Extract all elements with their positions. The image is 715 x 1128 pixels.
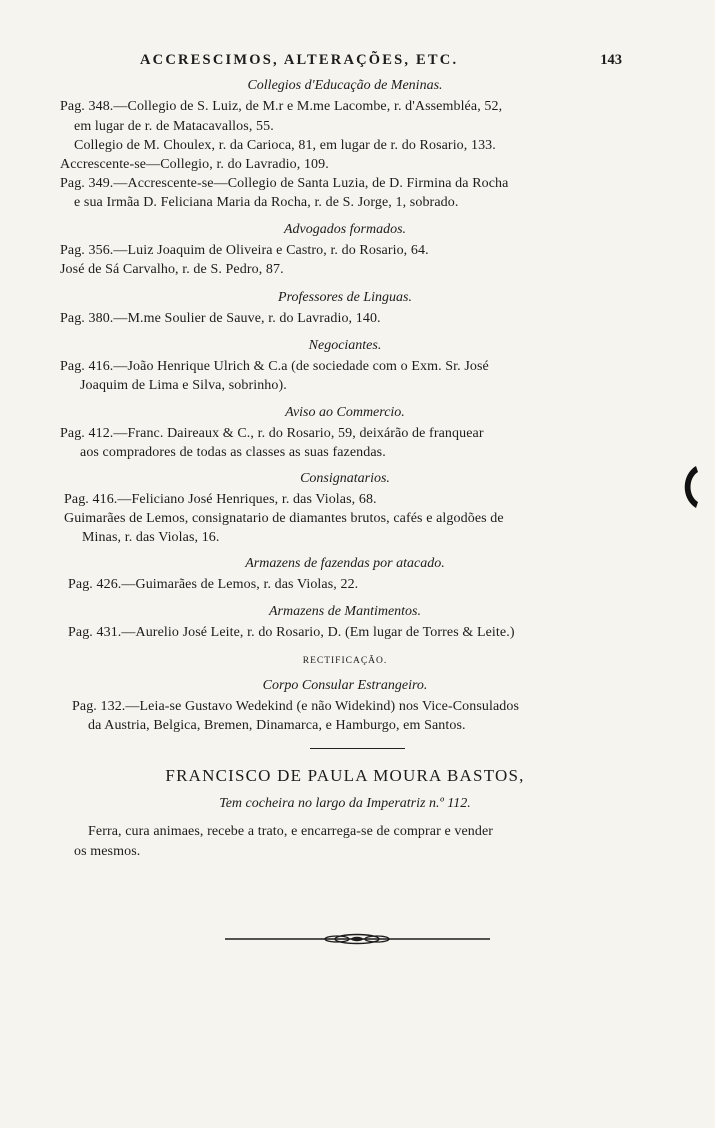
entry-line: Minas, r. das Violas, 16. (82, 530, 220, 545)
entry-line: Pag. 380.—M.me Soulier de Sauve, r. do Lavradio, 140. (60, 311, 381, 326)
section-heading-negociantes: Negociantes. (308, 338, 382, 353)
section-heading-collegios: Collegios d'Educação de Meninas. (247, 78, 443, 93)
ad-text-line: os mesmos. (74, 844, 141, 859)
entry-line: Pag. 416.—Feliciano José Henriques, r. das Violas, 68. (64, 492, 377, 507)
section-heading-aviso: Aviso ao Commercio. (285, 405, 405, 420)
entry-line: Pag. 426.—Guimarães de Lemos, r. das Violas, 22. (68, 577, 359, 592)
ornamental-divider (225, 930, 490, 948)
entry-line: Pag. 416.—João Henrique Ulrich & C.a (de sociedade com o Exm. Sr. José (60, 359, 489, 374)
section-heading-professores: Professores de Linguas. (278, 290, 412, 305)
entry-line: e sua Irmãa D. Feliciana Maria da Rocha, r. de S. Jorge, 1, sobrado. (74, 195, 459, 210)
entry-line: Guimarães de Lemos, consignatario de diamantes brutos, cafés e algodões de (64, 511, 504, 526)
page-number: 143 (600, 52, 622, 68)
entry-line: em lugar de r. de Matacavallos, 55. (74, 119, 274, 134)
entry-line: José de Sá Carvalho, r. de S. Pedro, 87. (60, 262, 284, 277)
section-heading-armazens-mantimentos: Armazens de Mantimentos. (268, 604, 422, 619)
entry-line: Joaquim de Lima e Silva, sobrinho). (80, 378, 287, 393)
entry-line: Pag. 431.—Aurelio José Leite, r. do Rosario, D. (Em lugar de Torres & Leite.) (68, 625, 515, 640)
margin-mark (676, 462, 700, 512)
section-heading-corpo-consular: Corpo Consular Estrangeiro. (262, 678, 428, 693)
section-heading-armazens-fazendas: Armazens de fazendas por atacado. (245, 556, 445, 571)
entry-line: Pag. 356.—Luiz Joaquim de Oliveira e Castro, r. do Rosario, 64. (60, 243, 429, 258)
ad-text-line: Ferra, cura animaes, recebe a trato, e encarrega-se de comprar e vender (88, 824, 494, 839)
rectificacao-label: RECTIFICAÇÃO. (302, 656, 388, 666)
entry-line: Collegio de M. Choulex, r. da Carioca, 81, em lugar de r. do Rosario, 133. (74, 138, 496, 153)
entry-line: da Austria, Belgica, Bremen, Dinamarca, e Hamburgo, em Santos. (88, 718, 466, 733)
section-heading-advogados: Advogados formados. (283, 222, 407, 237)
entry-line: aos compradores de todas as classes as suas fazendas. (80, 445, 386, 460)
page-header (60, 52, 630, 72)
entry-line: Pag. 132.—Leia-se Gustavo Wedekind (e não Widekind) nos Vice-Consulados (72, 699, 520, 714)
entry-line: Pag. 348.—Collegio de S. Luiz, de M.r e M.me Lacombe, r. d'Assembléa, 52, (60, 99, 503, 114)
entry-line: Pag. 349.—Accrescente-se—Collegio de Santa Luzia, de D. Firmina da Rocha (60, 176, 509, 191)
entry-line: Pag. 412.—Franc. Daireaux & C., r. do Rosario, 59, deixárão de franquear (60, 426, 484, 441)
advertiser-address: Tem cocheira no largo da Imperatriz n.º 112. (219, 796, 471, 811)
entry-line: Accrescente-se—Collegio, r. do Lavradio, 109. (60, 157, 329, 172)
running-title: ACCRESCIMOS, ALTERAÇÕES, ETC. (140, 52, 459, 68)
section-heading-consignatarios: Consignatarios. (300, 471, 390, 486)
separator-rule (310, 748, 405, 749)
advertiser-name: FRANCISCO DE PAULA MOURA BASTOS, (165, 766, 525, 785)
